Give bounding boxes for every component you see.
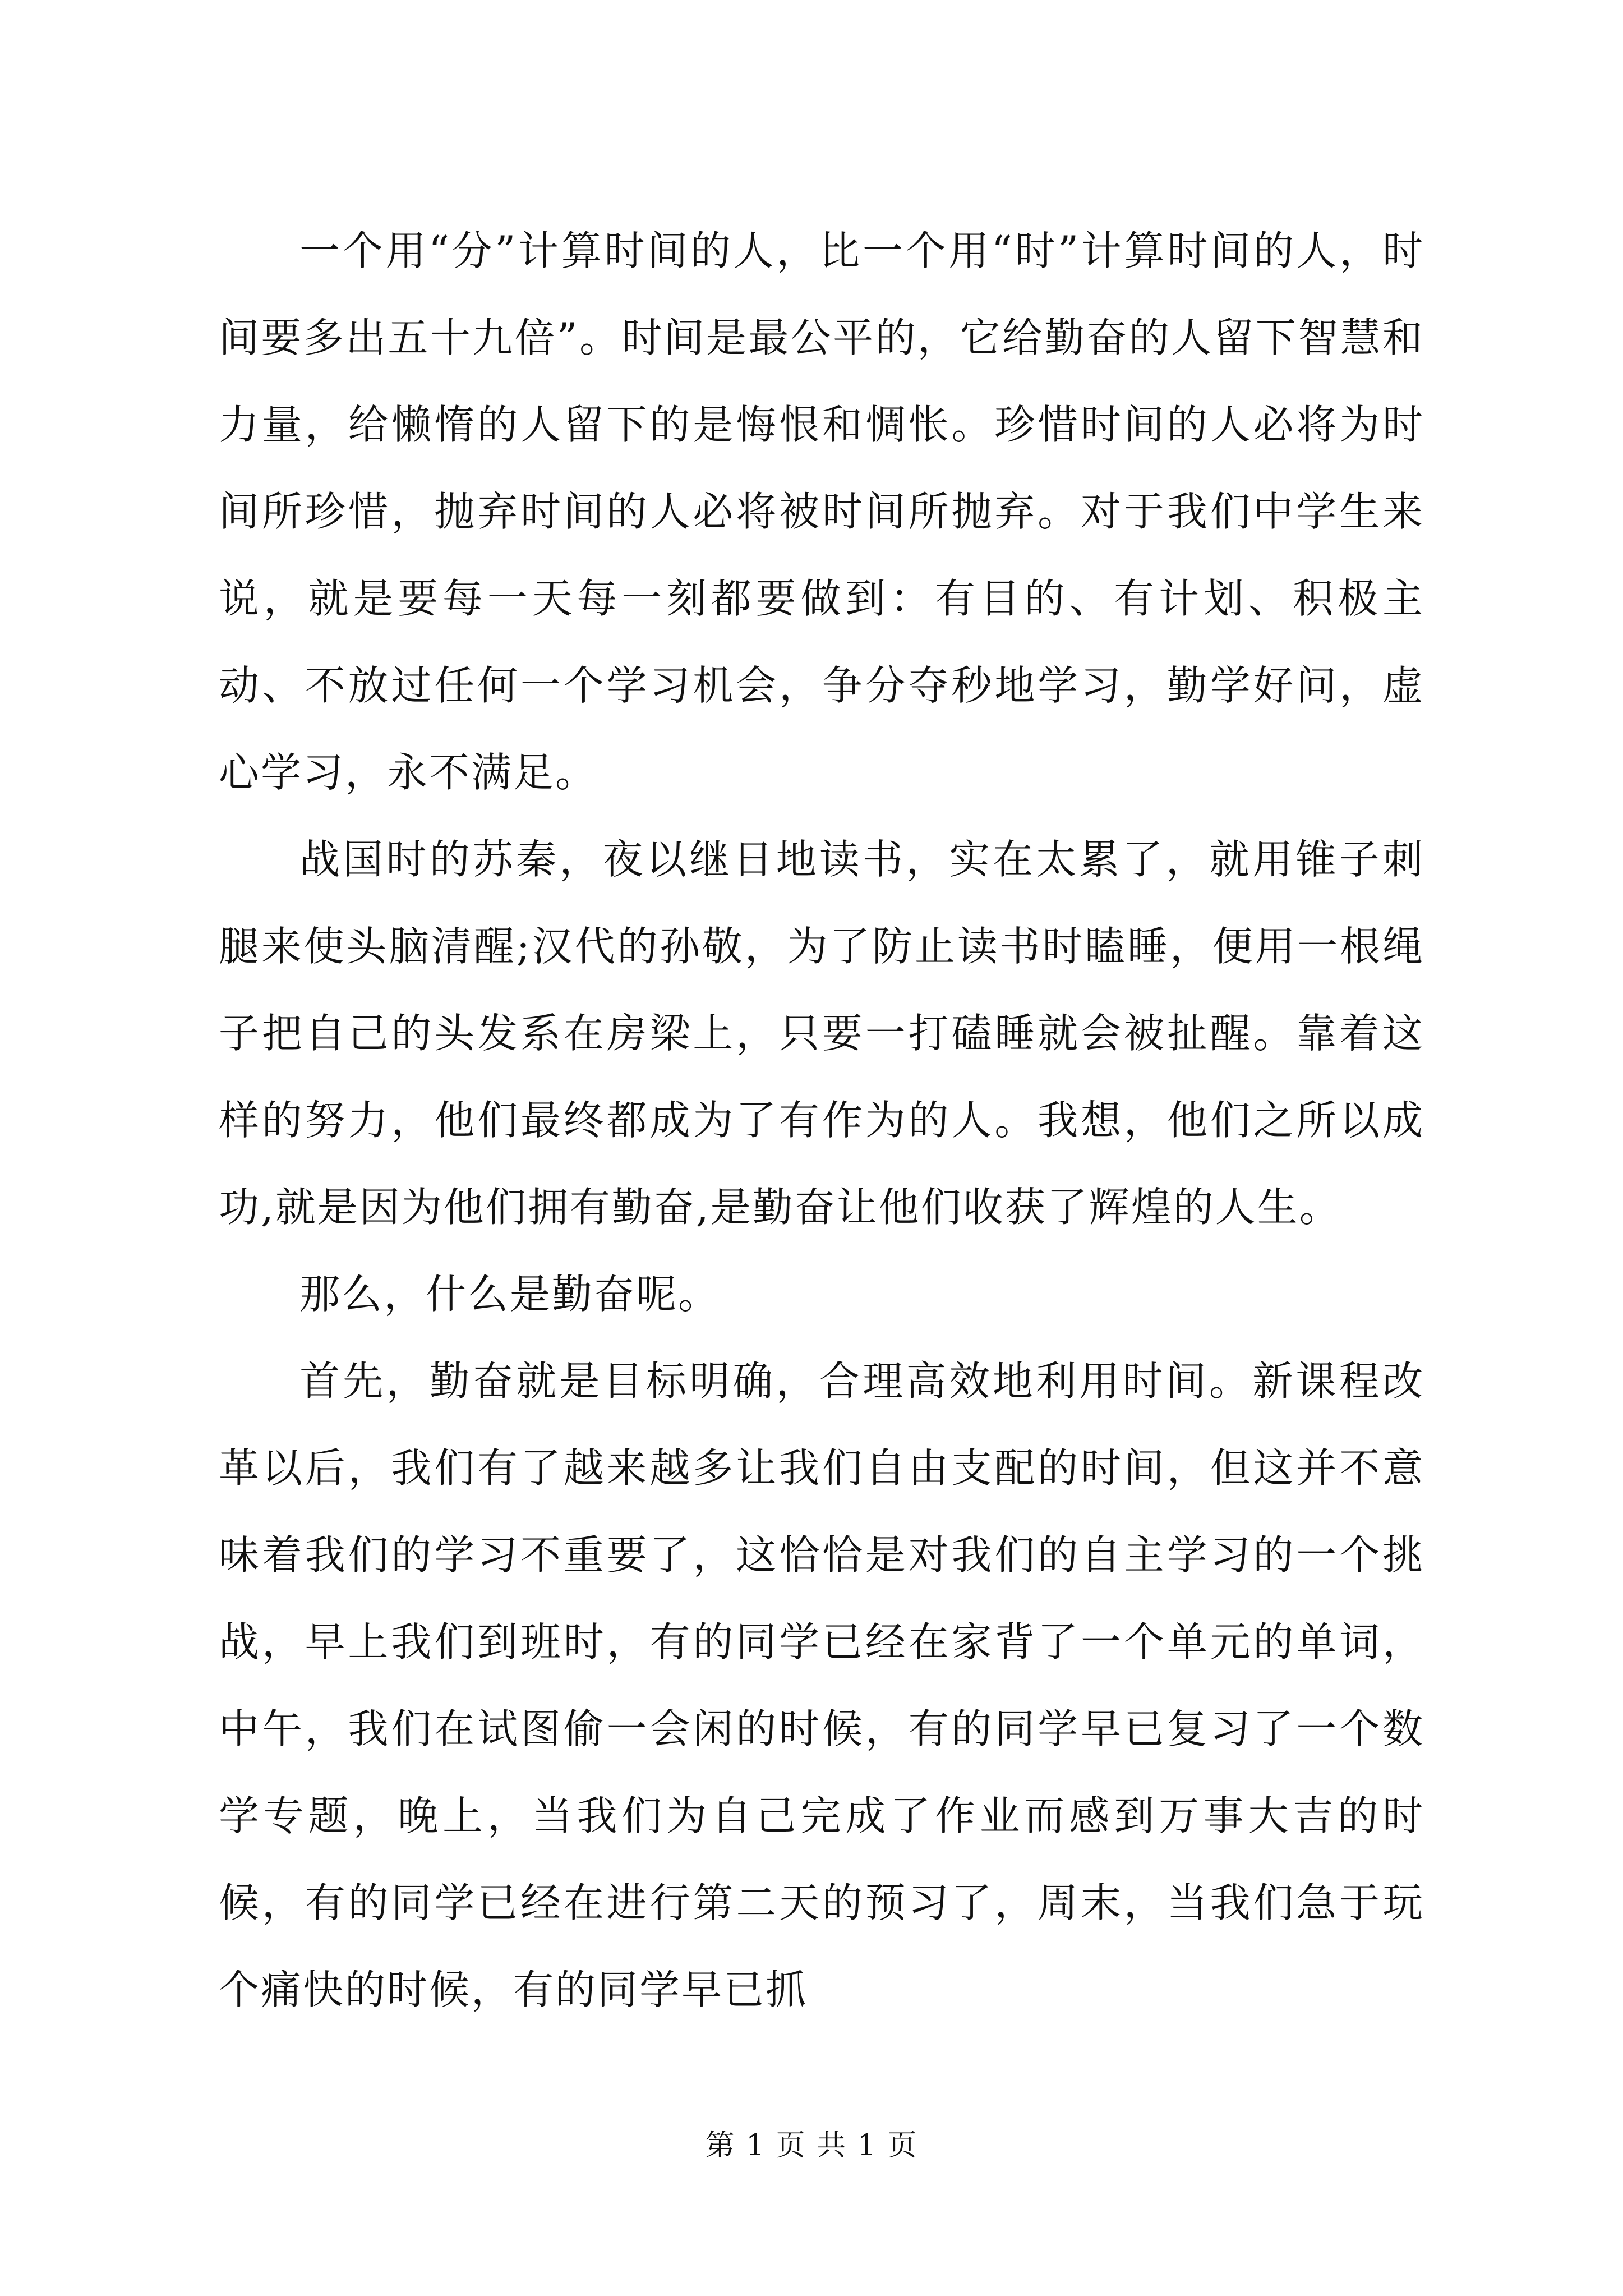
paragraph: 一个用“分”计算时间的人，比一个用“时”计算时间的人，时间要多出五十九倍”。时间是最公平的，它给勤奋的人留下智慧和力量，给懒惰的人留下的是悔恨和惆怅。珍惜时间的人必将为时间所珍惜，抛弃时间的人必将被时间所抛弃。对于我们中学生来说，就是要每一天每一刻都要做到：有目的、有计划、积极主动、不放过任何一个学习机会，争分夺秒地学习，勤学好问，虚心学习，永不满足。 bbox=[219, 227, 1424, 796]
page-footer bbox=[0, 2126, 1623, 2165]
paragraph: 那么，什么是勤奋呢。 bbox=[299, 1271, 721, 1318]
paragraph: 首先，勤奋就是目标明确，合理高效地利用时间。新课程改革以后，我们有了越来越多让我们自由支配的时间，但这并不意味着我们的学习不重要了，这恰恰是对我们的自主学习的一个挑战，早上我们到班时，有的同学已经在家背了一个单元的单词，中午，我们在试图偷一会闲的时候，有的同学早已复习了一个数学专题，晚上，当我们为自己完成了作业而感到万事大吉的时候，有的同学已经在进行第二天的预习了，周末，当我们急于玩个痛快的时候，有的同学早已抓 bbox=[219, 1358, 1424, 2013]
page-number-label: 第 1 页 共 1 页 bbox=[705, 2129, 918, 2162]
document-body bbox=[219, 208, 1424, 2033]
paragraph: 战国时的苏秦，夜以继日地读书，实在太累了，就用锥子刺腿来使头脑清醒;汉代的孙敬，为了防止读书时瞌睡，便用一根绳子把自己的头发系在房梁上，只要一打磕睡就会被扯醒。靠着这样的努力，他们最终都成为了有作为的人。我想，他们之所以成功,就是因为他们拥有勤奋,是勤奋让他们收获了辉煌的人生。 bbox=[219, 836, 1424, 1231]
